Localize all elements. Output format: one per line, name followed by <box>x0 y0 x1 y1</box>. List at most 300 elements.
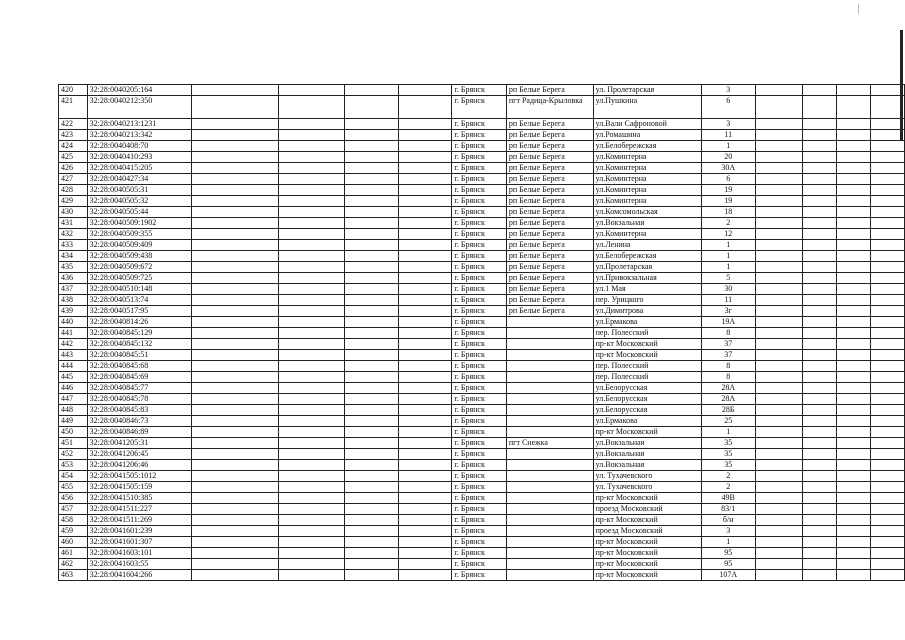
empty-cell <box>870 96 904 119</box>
house-number-cell: 25 <box>701 416 755 427</box>
empty-cell <box>755 504 802 515</box>
house-number-cell: 2 <box>701 471 755 482</box>
empty-cell <box>279 306 345 317</box>
empty-cell <box>345 207 399 218</box>
empty-cell <box>345 295 399 306</box>
table-row <box>59 482 905 493</box>
empty-cell <box>191 383 279 394</box>
empty-cell <box>836 416 870 427</box>
empty-cell <box>755 207 802 218</box>
settlement-cell <box>506 339 593 350</box>
empty-cell <box>191 96 279 119</box>
settlement-cell: рп Белые Берега <box>506 152 593 163</box>
settlement-cell <box>506 427 593 438</box>
empty-cell <box>398 284 452 295</box>
empty-cell <box>398 306 452 317</box>
empty-cell <box>755 548 802 559</box>
city-cell: г. Брянск <box>452 240 506 251</box>
house-number-cell: 95 <box>701 548 755 559</box>
row-number: 424 <box>59 141 88 152</box>
cadastral-number: 32:28:0040509:672 <box>87 262 191 273</box>
street-cell: пр-кт Московский <box>593 548 701 559</box>
table-row <box>59 537 905 548</box>
empty-cell <box>398 504 452 515</box>
settlement-cell: рп Белые Берега <box>506 229 593 240</box>
empty-cell <box>345 537 399 548</box>
street-cell: пр-кт Московский <box>593 493 701 504</box>
empty-cell <box>802 130 836 141</box>
table-row <box>59 559 905 570</box>
empty-cell <box>398 537 452 548</box>
settlement-cell <box>506 328 593 339</box>
cadastral-number: 32:28:0040845:78 <box>87 394 191 405</box>
street-cell: пр-кт Московский <box>593 570 701 581</box>
empty-cell <box>802 339 836 350</box>
empty-cell <box>279 152 345 163</box>
cadastral-number: 32:28:0040509:409 <box>87 240 191 251</box>
empty-cell <box>279 218 345 229</box>
empty-cell <box>836 482 870 493</box>
empty-cell <box>802 361 836 372</box>
street-cell: ул.Ермакова <box>593 317 701 328</box>
street-cell: ул.Ромашина <box>593 130 701 141</box>
empty-cell <box>345 350 399 361</box>
table-row <box>59 262 905 273</box>
city-cell: г. Брянск <box>452 438 506 449</box>
cadastral-number: 32:28:0040509:725 <box>87 273 191 284</box>
empty-cell <box>802 328 836 339</box>
empty-cell <box>398 295 452 306</box>
row-number: 460 <box>59 537 88 548</box>
settlement-cell: рп Белые Берега <box>506 240 593 251</box>
cadastral-number: 32:28:0041511:269 <box>87 515 191 526</box>
empty-cell <box>870 438 904 449</box>
row-number: 458 <box>59 515 88 526</box>
empty-cell <box>279 196 345 207</box>
house-number-cell: 19 <box>701 185 755 196</box>
empty-cell <box>345 471 399 482</box>
row-number: 423 <box>59 130 88 141</box>
empty-cell <box>398 339 452 350</box>
empty-cell <box>398 394 452 405</box>
city-cell: г. Брянск <box>452 548 506 559</box>
house-number-cell: 18 <box>701 207 755 218</box>
street-cell: ул.Белобережская <box>593 251 701 262</box>
house-number-cell: 1 <box>701 427 755 438</box>
empty-cell <box>191 548 279 559</box>
street-cell: ул.Коминтерна <box>593 163 701 174</box>
street-cell: ул.Белорусская <box>593 383 701 394</box>
empty-cell <box>345 394 399 405</box>
empty-cell <box>870 251 904 262</box>
empty-cell <box>870 262 904 273</box>
row-number: 430 <box>59 207 88 218</box>
empty-cell <box>279 427 345 438</box>
empty-cell <box>398 438 452 449</box>
settlement-cell: рп Белые Берега <box>506 174 593 185</box>
settlement-cell: пгт Радица-Крыловка <box>506 96 593 119</box>
city-cell: г. Брянск <box>452 207 506 218</box>
empty-cell <box>836 240 870 251</box>
empty-cell <box>279 526 345 537</box>
street-cell: ул.Привокзальная <box>593 273 701 284</box>
settlement-cell <box>506 570 593 581</box>
empty-cell <box>870 471 904 482</box>
street-cell: ул.Коминтерна <box>593 196 701 207</box>
empty-cell <box>398 251 452 262</box>
row-number: 447 <box>59 394 88 405</box>
empty-cell <box>398 350 452 361</box>
empty-cell <box>345 273 399 284</box>
empty-cell <box>836 570 870 581</box>
street-cell: ул.Вокзальная <box>593 460 701 471</box>
empty-cell <box>836 537 870 548</box>
empty-cell <box>279 482 345 493</box>
house-number-cell: 20 <box>701 152 755 163</box>
cadastral-number: 32:28:0040846:73 <box>87 416 191 427</box>
house-number-cell: 6 <box>701 174 755 185</box>
empty-cell <box>870 570 904 581</box>
empty-cell <box>191 405 279 416</box>
empty-cell <box>802 383 836 394</box>
empty-cell <box>870 240 904 251</box>
empty-cell <box>870 350 904 361</box>
street-cell: ул. Тухачевского <box>593 482 701 493</box>
empty-cell <box>802 427 836 438</box>
city-cell: г. Брянск <box>452 141 506 152</box>
empty-cell <box>870 317 904 328</box>
street-cell: ул.Белобережская <box>593 141 701 152</box>
street-cell: пр-кт Московский <box>593 339 701 350</box>
settlement-cell <box>506 416 593 427</box>
settlement-cell <box>506 394 593 405</box>
empty-cell <box>279 273 345 284</box>
cadastral-number: 32:28:0040510:148 <box>87 284 191 295</box>
street-cell: пр-кт Московский <box>593 515 701 526</box>
street-cell: ул. Пролетарская <box>593 85 701 96</box>
street-cell: пер. Полесский <box>593 328 701 339</box>
empty-cell <box>802 96 836 119</box>
table-row <box>59 328 905 339</box>
empty-cell <box>191 130 279 141</box>
table-row <box>59 548 905 559</box>
empty-cell <box>755 328 802 339</box>
empty-cell <box>755 493 802 504</box>
empty-cell <box>279 361 345 372</box>
empty-cell <box>191 317 279 328</box>
empty-cell <box>870 526 904 537</box>
row-number: 429 <box>59 196 88 207</box>
empty-cell <box>398 548 452 559</box>
empty-cell <box>870 383 904 394</box>
empty-cell <box>398 96 452 119</box>
empty-cell <box>755 526 802 537</box>
city-cell: г. Брянск <box>452 460 506 471</box>
empty-cell <box>755 251 802 262</box>
empty-cell <box>836 317 870 328</box>
street-cell: ул.Коминтерна <box>593 152 701 163</box>
empty-cell <box>191 570 279 581</box>
settlement-cell: рп Белые Берега <box>506 306 593 317</box>
empty-cell <box>836 119 870 130</box>
table-row <box>59 438 905 449</box>
settlement-cell <box>506 537 593 548</box>
house-number-cell: 12 <box>701 229 755 240</box>
row-number: 438 <box>59 295 88 306</box>
row-number: 432 <box>59 229 88 240</box>
table-row <box>59 416 905 427</box>
empty-cell <box>755 394 802 405</box>
cadastral-number: 32:28:0040814:26 <box>87 317 191 328</box>
cadastral-number: 32:28:0040205:164 <box>87 85 191 96</box>
empty-cell <box>755 416 802 427</box>
empty-cell <box>802 548 836 559</box>
empty-cell <box>345 185 399 196</box>
street-cell: ул.Комсомольская <box>593 207 701 218</box>
empty-cell <box>191 537 279 548</box>
empty-cell <box>755 284 802 295</box>
street-cell: пр-кт Московский <box>593 537 701 548</box>
house-number-cell: 30А <box>701 163 755 174</box>
settlement-cell <box>506 482 593 493</box>
empty-cell <box>836 306 870 317</box>
cadastral-number: 32:28:0040517:95 <box>87 306 191 317</box>
settlement-cell: рп Белые Берега <box>506 262 593 273</box>
empty-cell <box>755 471 802 482</box>
empty-cell <box>802 438 836 449</box>
empty-cell <box>191 460 279 471</box>
cadastral-number: 32:28:0040509:1902 <box>87 218 191 229</box>
row-number: 454 <box>59 471 88 482</box>
house-number-cell: 1 <box>701 251 755 262</box>
settlement-cell: рп Белые Берега <box>506 284 593 295</box>
table-row <box>59 339 905 350</box>
settlement-cell: рп Белые Берега <box>506 295 593 306</box>
empty-cell <box>836 449 870 460</box>
table-row <box>59 570 905 581</box>
empty-cell <box>802 405 836 416</box>
empty-cell <box>802 284 836 295</box>
city-cell: г. Брянск <box>452 85 506 96</box>
row-number: 457 <box>59 504 88 515</box>
house-number-cell: 107А <box>701 570 755 581</box>
empty-cell <box>836 96 870 119</box>
empty-cell <box>191 416 279 427</box>
empty-cell <box>191 339 279 350</box>
empty-cell <box>191 218 279 229</box>
empty-cell <box>870 207 904 218</box>
empty-cell <box>345 383 399 394</box>
city-cell: г. Брянск <box>452 526 506 537</box>
empty-cell <box>398 174 452 185</box>
empty-cell <box>870 372 904 383</box>
table-row <box>59 218 905 229</box>
city-cell: г. Брянск <box>452 185 506 196</box>
empty-cell <box>755 537 802 548</box>
cadastral-number: 32:28:0040845:68 <box>87 361 191 372</box>
empty-cell <box>279 405 345 416</box>
empty-cell <box>836 185 870 196</box>
table-row <box>59 383 905 394</box>
settlement-cell <box>506 493 593 504</box>
empty-cell <box>279 119 345 130</box>
cadastral-number: 32:28:0040505:32 <box>87 196 191 207</box>
street-cell: ул.Ленина <box>593 240 701 251</box>
cadastral-number: 32:28:0040845:69 <box>87 372 191 383</box>
empty-cell <box>279 394 345 405</box>
city-cell: г. Брянск <box>452 350 506 361</box>
house-number-cell: 6 <box>701 96 755 119</box>
empty-cell <box>191 273 279 284</box>
empty-cell <box>345 119 399 130</box>
cadastral-number: 32:28:0040505:44 <box>87 207 191 218</box>
table-row <box>59 163 905 174</box>
empty-cell <box>802 152 836 163</box>
empty-cell <box>191 559 279 570</box>
city-cell: г. Брянск <box>452 449 506 460</box>
empty-cell <box>191 251 279 262</box>
empty-cell <box>870 405 904 416</box>
empty-cell <box>802 471 836 482</box>
empty-cell <box>870 306 904 317</box>
empty-cell <box>191 163 279 174</box>
empty-cell <box>191 394 279 405</box>
settlement-cell <box>506 548 593 559</box>
street-cell: ул.Коминтерна <box>593 229 701 240</box>
table-row <box>59 240 905 251</box>
empty-cell <box>191 438 279 449</box>
row-number: 431 <box>59 218 88 229</box>
row-number: 437 <box>59 284 88 295</box>
empty-cell <box>398 317 452 328</box>
table-row <box>59 306 905 317</box>
empty-cell <box>870 339 904 350</box>
row-number: 434 <box>59 251 88 262</box>
empty-cell <box>279 328 345 339</box>
settlement-cell: рп Белые Берега <box>506 141 593 152</box>
row-number: 435 <box>59 262 88 273</box>
empty-cell <box>191 515 279 526</box>
city-cell: г. Брянск <box>452 372 506 383</box>
empty-cell <box>755 130 802 141</box>
empty-cell <box>398 262 452 273</box>
empty-cell <box>398 493 452 504</box>
table-row <box>59 372 905 383</box>
house-number-cell: 28А <box>701 383 755 394</box>
city-cell: г. Брянск <box>452 361 506 372</box>
city-cell: г. Брянск <box>452 218 506 229</box>
empty-cell <box>398 372 452 383</box>
empty-cell <box>191 295 279 306</box>
empty-cell <box>836 251 870 262</box>
empty-cell <box>279 141 345 152</box>
empty-cell <box>279 350 345 361</box>
empty-cell <box>279 207 345 218</box>
empty-cell <box>755 152 802 163</box>
empty-cell <box>398 416 452 427</box>
empty-cell <box>398 559 452 570</box>
empty-cell <box>279 130 345 141</box>
street-cell: проезд Московский <box>593 504 701 515</box>
empty-cell <box>802 570 836 581</box>
empty-cell <box>191 141 279 152</box>
empty-cell <box>191 196 279 207</box>
empty-cell <box>398 570 452 581</box>
house-number-cell: б/н <box>701 515 755 526</box>
settlement-cell <box>506 383 593 394</box>
street-cell: ул. Тухачевского <box>593 471 701 482</box>
table-row <box>59 317 905 328</box>
street-cell: пер. Урицкого <box>593 295 701 306</box>
table-row <box>59 405 905 416</box>
table-row <box>59 471 905 482</box>
empty-cell <box>802 207 836 218</box>
empty-cell <box>755 273 802 284</box>
empty-cell <box>191 361 279 372</box>
house-number-cell: 35 <box>701 438 755 449</box>
empty-cell <box>836 548 870 559</box>
street-cell: пер. Полесский <box>593 372 701 383</box>
cadastral-number: 32:28:0040845:77 <box>87 383 191 394</box>
city-cell: г. Брянск <box>452 251 506 262</box>
empty-cell <box>279 559 345 570</box>
empty-cell <box>836 229 870 240</box>
table-row <box>59 229 905 240</box>
empty-cell <box>345 493 399 504</box>
empty-cell <box>345 515 399 526</box>
empty-cell <box>755 229 802 240</box>
empty-cell <box>398 328 452 339</box>
empty-cell <box>870 504 904 515</box>
empty-cell <box>836 163 870 174</box>
house-number-cell: 8 <box>701 328 755 339</box>
empty-cell <box>345 372 399 383</box>
table-row <box>59 251 905 262</box>
cadastral-number: 32:28:0040213:342 <box>87 130 191 141</box>
row-number: 463 <box>59 570 88 581</box>
empty-cell <box>755 372 802 383</box>
city-cell: г. Брянск <box>452 515 506 526</box>
city-cell: г. Брянск <box>452 96 506 119</box>
empty-cell <box>191 328 279 339</box>
empty-cell <box>279 96 345 119</box>
empty-cell <box>870 185 904 196</box>
empty-cell <box>345 405 399 416</box>
empty-cell <box>802 559 836 570</box>
house-number-cell: 37 <box>701 350 755 361</box>
empty-cell <box>345 163 399 174</box>
row-number: 444 <box>59 361 88 372</box>
empty-cell <box>870 218 904 229</box>
empty-cell <box>191 174 279 185</box>
empty-cell <box>836 130 870 141</box>
table-row <box>59 207 905 218</box>
city-cell: г. Брянск <box>452 262 506 273</box>
row-number: 452 <box>59 449 88 460</box>
empty-cell <box>755 482 802 493</box>
empty-cell <box>870 449 904 460</box>
empty-cell <box>802 163 836 174</box>
settlement-cell: пгт Снежка <box>506 438 593 449</box>
empty-cell <box>398 526 452 537</box>
street-cell: ул.Вокзальная <box>593 449 701 460</box>
settlement-cell <box>506 405 593 416</box>
empty-cell <box>398 405 452 416</box>
empty-cell <box>398 427 452 438</box>
city-cell: г. Брянск <box>452 273 506 284</box>
row-number: 445 <box>59 372 88 383</box>
empty-cell <box>836 328 870 339</box>
